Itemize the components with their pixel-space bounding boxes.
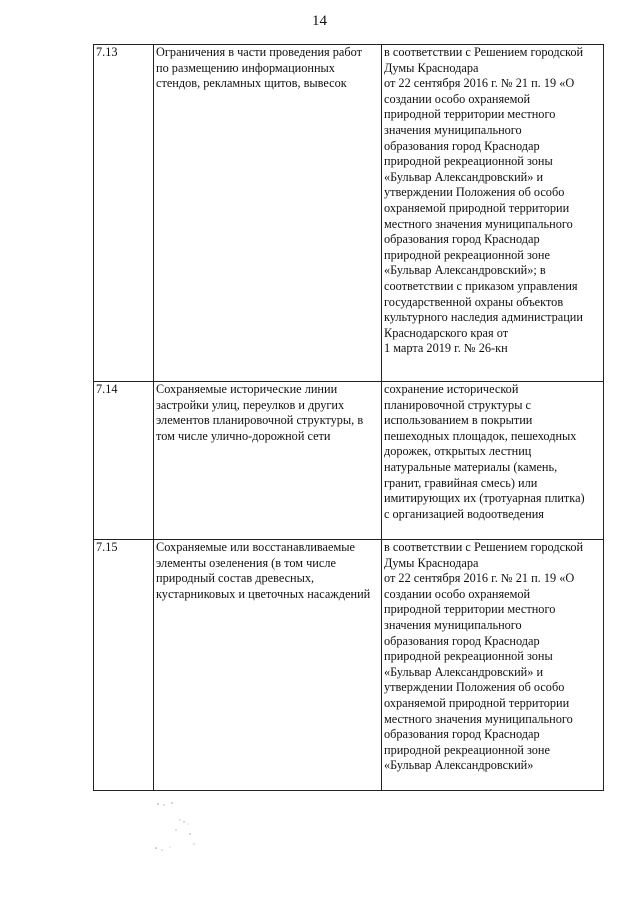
legal-basis-cell: в соответствии с Решением городской Думы Краснодара от 22 сентября 2016 г. № 21 п. 19 «О создании особо охраняемой природной территории местного значения муниципального образования город Краснодар природной рекреационной зоны «Бульвар Александровский» и утверждении Положения об особо охраняемой природной территории местного значения муниципального образования город Краснодар природной рекреационной зоне «Бульвар Александровский» — [382, 540, 604, 791]
page-number: 14 — [312, 13, 327, 29]
row-number-cell: 7.13 — [94, 45, 154, 382]
restriction-name-cell: Сохраняемые исторические линии застройки улиц, переулков и других элементов планировочной структуры, в том числе улично-дорожной сети — [154, 382, 382, 540]
row-number-cell: 7.14 — [94, 382, 154, 540]
restriction-name-cell: Сохраняемые или восстанавливаемые элементы озеленения (в том числе природный состав древесных, кустарниковых и цветочных насаждений — [154, 540, 382, 791]
scan-noise-marks — [150, 800, 210, 860]
table-row-7-13 — [94, 45, 604, 382]
restriction-name-cell: Ограничения в части проведения работ по размещению информационных стендов, рекламных щитов, вывесок — [154, 45, 382, 382]
legal-basis-cell: в соответствии с Решением городской Думы Краснодара от 22 сентября 2016 г. № 21 п. 19 «О создании особо охраняемой природной территории местного значения муниципального образования город Краснодар природной рекреационной зоны «Бульвар Александровский» и утверждении Положения об особо охраняемой природной территории местного значения муниципального образования город Краснодар природной рекреационной зоне «Бульвар Александровский»; в соответствии с приказом управления государственной охраны объектов культурного наследия администрации Краснодарского края от 1 марта 2019 г. № 26-кн — [382, 45, 604, 382]
table-row-7-14 — [94, 382, 604, 540]
regulations-table — [93, 44, 604, 791]
table-row-7-15 — [94, 540, 604, 791]
row-number-cell: 7.15 — [94, 540, 154, 791]
legal-basis-cell: сохранение исторической планировочной структуры с использованием в покрытии пешеходных площадок, пешеходных дорожек, открытых лестниц натуральные материалы (камень, гранит, гравийная смесь) или имитирующих их (тротуарная плитка) с организацией водоотведения — [382, 382, 604, 540]
